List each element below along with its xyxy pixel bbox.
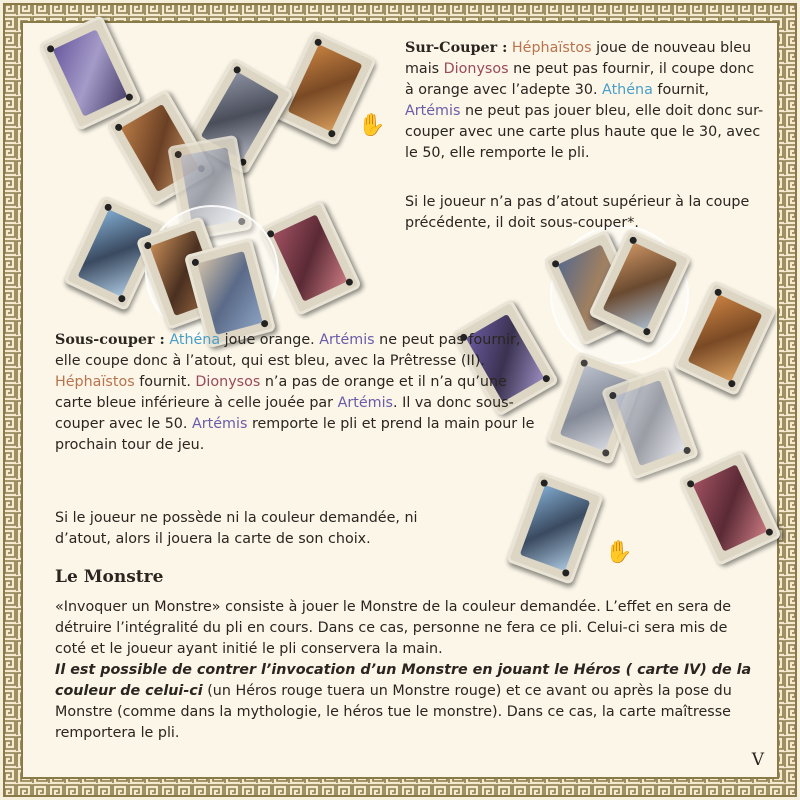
sur-couper-label: Sur-Couper : [405,40,508,56]
character-name: Artémis [405,103,461,119]
character-name: Artémis [319,332,375,348]
sur-couper-note: Si le joueur n’a pas d’atout supérieur à la coupe précédente, il doit sous-couper*. [405,194,750,231]
sous-couper-label: Sous-couper : [55,332,165,348]
page-number: V [751,750,764,770]
sur-couper-paragraph [405,38,765,164]
character-name: Héphaïstos [55,374,135,390]
monstre-paragraph-end: (un Héros rouge tuera un Monstre rouge) et ce avant ou après la pose du Monstre (comme dans la mythologie, le héros tue le monstre). Dans ce cas, la carte maîtresse remportera le pli. [55,683,732,741]
monstre-text [55,597,755,744]
monstre-italic: Il est possible de contrer l’invocation d’un Monstre en jouant le Héros ( carte IV) de la couleur de celui-ci [55,662,752,699]
monstre-heading: Le Monstre [55,567,164,587]
character-name: Dionysos [195,374,261,390]
character-name: Artémis [191,416,248,432]
character-name: Artémis [337,395,394,411]
character-name: Athéna [169,332,221,348]
character-name: Héphaïstos [511,40,592,56]
sous-couper-note: Si le joueur ne possède ni la couleur demandée, ni d’atout, alors il jouera la carte de son choix. [55,510,418,547]
character-name: Athéna [602,82,653,98]
sur-couper-body: Héphaïstos joue de nouveau bleu mais Dionysos ne peut pas fournir, il coupe donc à orange avec l’adepte 30. Athéna fournit, Artémis ne peut pas jouer bleu, elle doit donc sur-couper avec une carte plus haute que le 30, avec le 50, elle remporte le pli. [405,40,764,161]
sous-couper-paragraph [55,330,545,456]
hand-icon: ✋ [605,540,633,565]
hand-icon: ✋ [358,113,386,138]
character-name: Dionysos [443,61,509,77]
monstre-paragraph: «Invoquer un Monstre» consiste à jouer le Monstre de la couleur demandée. L’effet en sera de détruire l’intégralité du pli en cours. Dans ce cas, personne ne fera ce pli. Celui-ci sera mis de coté et le joueur ayant initié le pli conservera la main. [55,599,732,657]
sous-couper-body: Athéna joue orange. Artémis ne peut pas fournir, elle coupe donc à l’atout, qui est bleu, avec la Prêtresse (II). Héphaïstos fournit. Dionysos n’a pas de orange et il n’a qu’une carte bleue inférieure à celle jouée par Artémis. Il va donc sous-couper avec le 50. Artémis remporte le pli et prend la main pour le prochain tour de jeu. [55,332,535,453]
